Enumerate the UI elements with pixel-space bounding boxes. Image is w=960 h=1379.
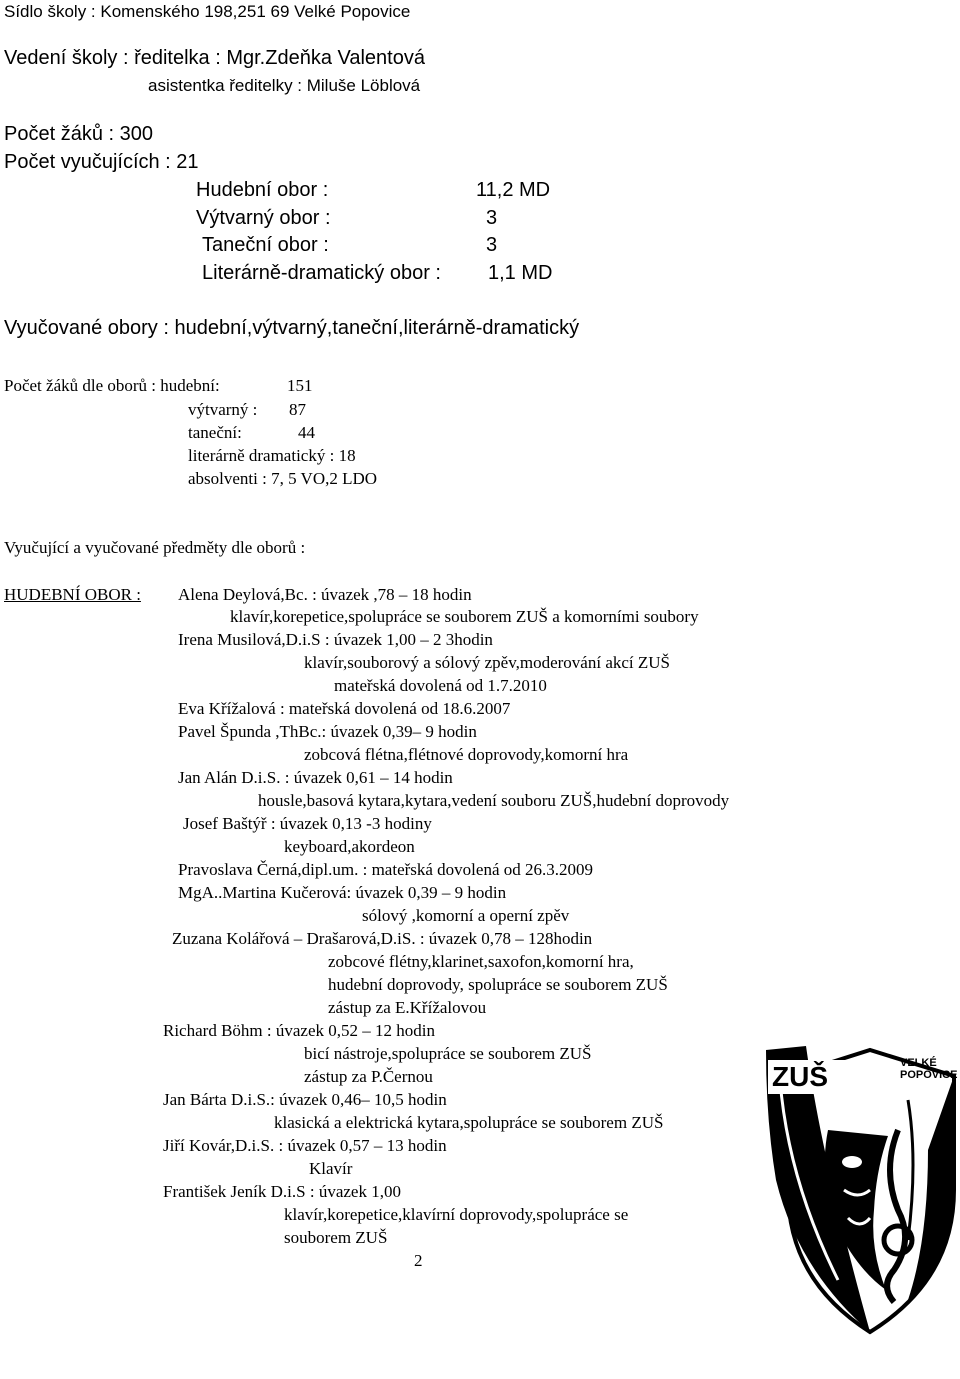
line-18: hudební doprovody, spolupráce se souborem ZUŠ (328, 975, 668, 994)
line-23: Jan Bárta D.i.S.: úvazek 0,46– 10,5 hodin (163, 1090, 447, 1109)
count-art-label: výtvarný : (188, 400, 258, 419)
logo-main-text: ZUŠ (772, 1061, 828, 1092)
line-13: Pravoslava Černá,dipl.um. : mateřská dovolená od 26.3.2009 (178, 860, 593, 879)
logo-line1: VELKÉ (900, 1057, 937, 1069)
line-8: zobcová flétna,flétnové doprovody,komorní hra (304, 745, 629, 764)
line-25: Jiří Kovár,D.i.S. : úvazek 0,57 – 13 hodin (163, 1136, 447, 1155)
line-26: Klavír (309, 1159, 353, 1178)
line-14: MgA..Martina Kučerová: úvazek 0,39 – 9 hodin (178, 883, 507, 902)
line-21: bicí nástroje,spolupráce se souborem ZUŠ (304, 1044, 592, 1063)
line-10: housle,basová kytara,kytara,vedení souboru ZUŠ,hudební doprovody (258, 791, 730, 810)
line-28: klavír,korepetice,klavírní doprovody,spolupráce se (284, 1205, 629, 1224)
pupil-count: Počet žáků : 300 (4, 123, 153, 145)
line-5: mateřská dovolená od 1.7.2010 (334, 676, 547, 695)
line-12: keyboard,akordeon (284, 837, 415, 856)
management: Vedení školy : ředitelka : Mgr.Zdeňka Valentová (4, 47, 425, 69)
line-6: Eva Křížalová : mateřská dovolená od 18.6.2007 (178, 699, 511, 718)
line-11: Josef Baštýř : úvazek 0,13 -3 hodiny (183, 814, 432, 833)
field-name-drama: Literárně-dramatický obor : (202, 262, 441, 284)
line-16: Zuzana Kolářová – Drašarová,D.iS. : úvazek 0,78 – 128hodin (172, 929, 593, 948)
assistant: asistentka ředitelky : Miluše Löblová (148, 76, 421, 95)
count-dance-label: taneční: (188, 423, 242, 442)
field-name-dance: Taneční obor : (202, 234, 329, 256)
subjects-heading: Vyučující a vyučované předměty dle oborů : (4, 538, 306, 557)
count-music: 151 (287, 376, 313, 395)
line-27: František Jeník D.i.S : úvazek 1,00 (163, 1182, 401, 1201)
line-1: Alena Deylová,Bc. : úvazek ,78 – 18 hodin (178, 585, 472, 604)
line-15: sólový ,komorní a operní zpěv (362, 906, 570, 925)
count-graduates: absolventi : 7, 5 VO,2 LDO (188, 469, 378, 488)
page-number: 2 (414, 1251, 423, 1270)
count-drama: literárně dramatický : 18 (188, 446, 356, 465)
taught-fields: Vyučované obory : hudební,výtvarný,taneční,literárně-dramatický (4, 317, 580, 339)
field-value-drama: 1,1 MD (488, 262, 553, 284)
field-value-dance: 3 (486, 234, 498, 256)
line-7: Pavel Špunda ,ThBc.: úvazek 0,39– 9 hodin (178, 722, 477, 741)
field-value-art: 3 (486, 207, 498, 229)
line-19: zástup za E.Křížalovou (328, 998, 487, 1017)
teacher-count: Počet vyučujících : 21 (4, 151, 199, 173)
zus-logo (758, 1040, 958, 1340)
line-3: Irena Musilová,D.i.S : úvazek 1,00 – 2 3hodin (178, 630, 493, 649)
line-24: klasická a elektrická kytara,spolupráce se souborem ZUŠ (274, 1113, 664, 1132)
line-4: klavír,souborový a sólový zpěv,moderování akcí ZUŠ (304, 653, 670, 672)
count-art: 87 (289, 400, 306, 419)
field-value-music: 11,2 MD (476, 179, 551, 201)
line-29: souborem ZUŠ (284, 1228, 388, 1247)
school-seat: Sídlo školy : Komenského 198,251 69 Velké Popovice (4, 2, 411, 21)
counts-intro: Počet žáků dle oborů : hudební: (4, 376, 220, 395)
line-9: Jan Alán D.i.S. : úvazek 0,61 – 14 hodin (178, 768, 453, 787)
logo-line2: POPOVICE (900, 1069, 958, 1081)
line-22: zástup za P.Černou (304, 1067, 433, 1086)
field-name-music: Hudební obor : (196, 179, 329, 201)
music-dept-label: HUDEBNÍ OBOR : (4, 585, 141, 604)
field-name-art: Výtvarný obor : (196, 207, 331, 229)
line-17: zobcové flétny,klarinet,saxofon,komorní hra, (328, 952, 634, 971)
count-dance: 44 (298, 423, 315, 442)
line-20: Richard Böhm : úvazek 0,52 – 12 hodin (163, 1021, 435, 1040)
line-2: klavír,korepetice,spolupráce se souborem ZUŠ a komorními soubory (230, 607, 699, 626)
